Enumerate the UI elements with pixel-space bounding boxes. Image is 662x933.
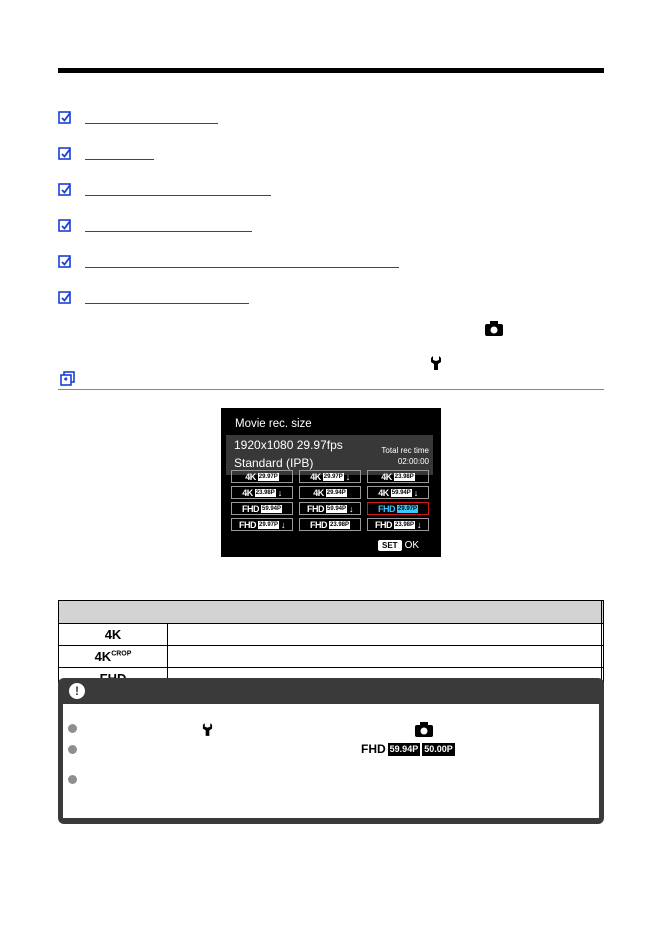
frame-rate-badge: 23.98P xyxy=(329,521,350,528)
caution-body xyxy=(63,704,599,818)
frame-rate-badge: 59.94P xyxy=(391,489,411,496)
link-underline[interactable] xyxy=(85,195,271,196)
fhd-frame-rate-marks xyxy=(361,742,455,756)
table-header-row xyxy=(59,601,604,624)
table-header-cell xyxy=(601,601,603,624)
camera-icon xyxy=(485,321,503,336)
size-icon: 4K xyxy=(310,471,321,482)
symbol-4k: 4K xyxy=(59,624,168,646)
camera-icon xyxy=(415,722,433,737)
table-cell xyxy=(601,646,603,668)
table-cell xyxy=(601,624,603,646)
download-icon: ↓ xyxy=(417,519,422,530)
frame-rate-badge: 29.94P xyxy=(326,489,346,496)
fhd-symbol: FHD xyxy=(361,742,386,756)
download-icon: ↓ xyxy=(345,471,350,482)
info-panel xyxy=(226,435,433,475)
frame-rate-badge: 23.98P xyxy=(394,473,414,480)
set-ok-hint xyxy=(378,540,419,551)
checkbox-icon xyxy=(58,147,72,161)
size-icon: 4K xyxy=(245,471,256,482)
size-option-cell[interactable] xyxy=(299,502,361,515)
toc-link-1[interactable] xyxy=(58,108,218,128)
toc-link-4[interactable] xyxy=(58,216,252,236)
size-icon: FHD xyxy=(241,503,259,514)
checkbox-icon xyxy=(58,111,72,125)
size-option-cell[interactable] xyxy=(367,518,429,531)
checkbox-icon xyxy=(58,219,72,233)
download-icon: ↓ xyxy=(349,503,354,514)
size-option-cell[interactable] xyxy=(231,470,293,483)
quality-text: Standard (IPB) xyxy=(234,456,314,470)
frame-rate-badge: 59.94P xyxy=(326,505,347,512)
table-row xyxy=(59,646,604,668)
top-rule xyxy=(58,68,604,73)
link-underline[interactable] xyxy=(85,303,249,304)
size-table xyxy=(58,600,604,690)
link-underline[interactable] xyxy=(85,267,399,268)
size-option-cell[interactable] xyxy=(367,486,429,499)
wrench-icon xyxy=(202,723,213,736)
download-icon: ↓ xyxy=(281,519,286,530)
toc-link-5[interactable] xyxy=(58,252,399,272)
resolution-text: 1920x1080 29.97fps xyxy=(234,438,343,452)
checkbox-icon xyxy=(58,255,72,269)
section-rule xyxy=(58,389,604,390)
wrench-icon xyxy=(430,356,442,370)
frame-rate-badge: 29.97P xyxy=(397,505,418,512)
frame-rate-badge: 23.98P xyxy=(255,489,275,496)
size-icon: FHD xyxy=(306,503,324,514)
caution-icon: ! xyxy=(69,683,85,699)
size-option-cell[interactable] xyxy=(299,518,361,531)
size-option-cell[interactable] xyxy=(231,518,293,531)
bullet-icon xyxy=(68,724,77,733)
frame-rate-badge: 59.94P xyxy=(389,743,419,754)
size-option-cell[interactable] xyxy=(299,486,361,499)
frame-rate-badge: 29.97P xyxy=(258,521,279,528)
symbol-4k-crop: $4K^{CROP}$ xyxy=(59,646,168,668)
toc-link-2[interactable] xyxy=(58,144,154,164)
size-icon: 4K xyxy=(313,487,324,498)
frame-rate-badge: 29.97P xyxy=(323,473,343,480)
bullet-icon xyxy=(68,775,77,784)
table-row xyxy=(59,624,604,646)
checkbox-icon xyxy=(58,183,72,197)
total-rec-value: 02:00:00 xyxy=(397,457,429,466)
size-icon: 4K xyxy=(381,471,392,482)
link-underline[interactable] xyxy=(85,159,154,160)
menu-title: Movie rec. size xyxy=(235,418,312,430)
table-cell xyxy=(168,646,602,668)
size-icon: FHD xyxy=(377,503,395,514)
checkbox-icon xyxy=(58,291,72,305)
size-option-cell[interactable] xyxy=(299,470,361,483)
size-icon: FHD xyxy=(238,519,256,530)
cross-reference-icon[interactable] xyxy=(60,371,76,387)
toc-link-6[interactable] xyxy=(58,288,249,308)
total-rec-label: Total rec time xyxy=(381,446,429,455)
frame-rate-badge: 50.00P xyxy=(424,743,453,754)
set-button-label: SET xyxy=(378,540,402,551)
size-icon: 4K xyxy=(378,487,389,498)
size-option-cell[interactable] xyxy=(367,470,429,483)
link-underline[interactable] xyxy=(85,231,252,232)
frame-rate-badge: 23.98P xyxy=(394,521,415,528)
table-header-cell xyxy=(59,601,602,624)
frame-rate-badge: 59.94P xyxy=(261,505,282,512)
ok-label: OK xyxy=(404,540,420,551)
size-icon: 4K xyxy=(242,487,253,498)
caution-box xyxy=(58,678,604,824)
frame-rate-badge: 29.97P xyxy=(258,473,278,480)
size-option-cell[interactable] xyxy=(231,486,293,499)
camera-menu-screen xyxy=(221,408,441,557)
link-underline[interactable] xyxy=(85,123,218,124)
size-option-cell[interactable] xyxy=(231,502,293,515)
toc-link-3[interactable] xyxy=(58,180,271,200)
download-icon: ↓ xyxy=(277,487,282,498)
size-icon: FHD xyxy=(309,519,327,530)
size-icon: FHD xyxy=(374,519,392,530)
table-cell xyxy=(168,624,602,646)
download-icon: ↓ xyxy=(413,487,418,498)
bullet-icon xyxy=(68,745,77,754)
size-option-cell[interactable] xyxy=(367,502,429,515)
